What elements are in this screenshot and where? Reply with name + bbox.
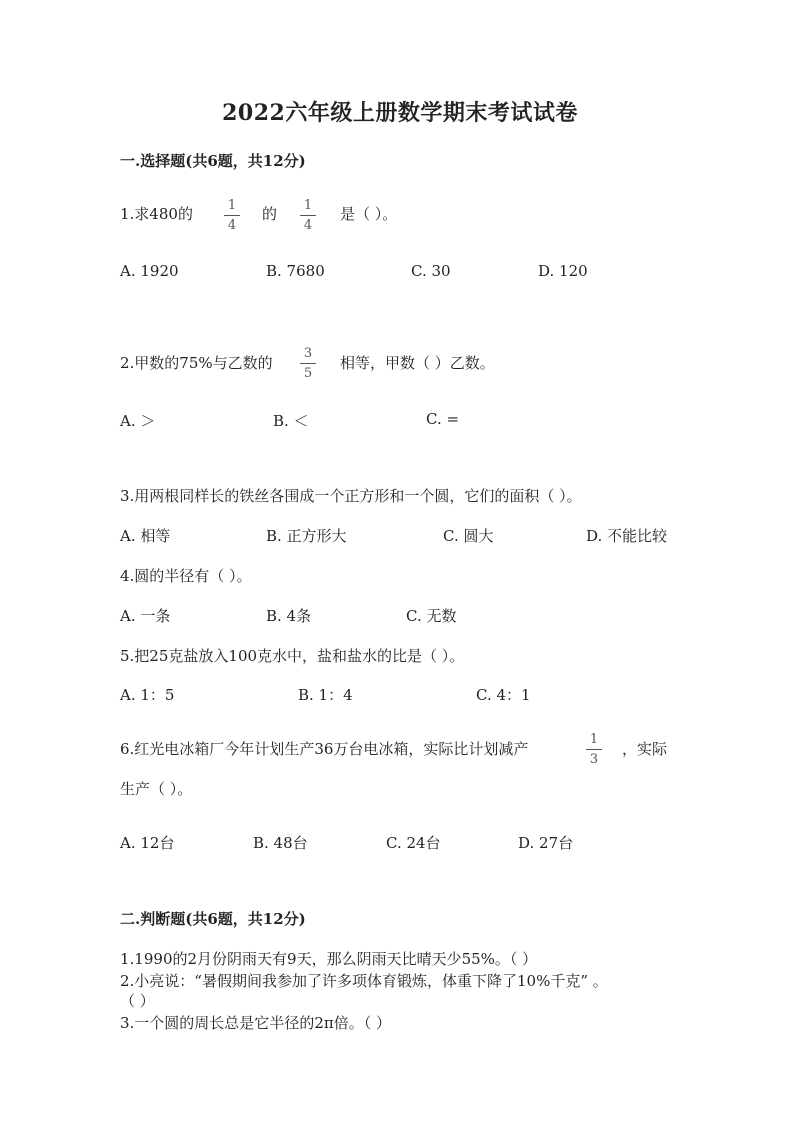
- option-d: D. 不能比较: [586, 527, 668, 545]
- fraction-bar: [300, 215, 316, 216]
- question-text-line2: 生产（ ）。: [120, 780, 193, 798]
- option-b: B. 1：4: [298, 686, 353, 704]
- question-text: 的: [262, 205, 278, 223]
- fraction-numerator: 1: [303, 198, 313, 213]
- option-c: C. 无数: [406, 607, 457, 625]
- judgment-item-1: 1.1990的2月份阴雨天有9天，那么阴雨天比晴天少55%。（ ）: [120, 950, 538, 968]
- fraction-denominator: 5: [303, 366, 313, 381]
- judgment-item-2: 2.小亮说：“暑假期间我参加了许多项体育锻炼，体重下降了10%千克” 。: [120, 972, 608, 990]
- question-text: 4.圆的半径有（ ）。: [120, 567, 252, 585]
- option-c: C. 30: [411, 262, 451, 280]
- section-heading-choice: 一.选择题(共6题，共12分): [120, 152, 306, 170]
- question-text: 2.甲数的75%与乙数的: [120, 354, 273, 372]
- option-c: C. 24台: [386, 834, 441, 852]
- question-text: ，实际: [622, 740, 668, 758]
- fraction: [300, 198, 316, 234]
- judgment-item-2-blank: （ ）: [120, 992, 155, 1010]
- page-title: 2022六年级上册数学期末考试试卷: [222, 100, 578, 126]
- option-c: C. 圆大: [443, 527, 494, 545]
- option-a: A. ＞: [120, 412, 156, 430]
- fraction-bar: [224, 215, 240, 216]
- fraction-denominator: 3: [589, 752, 599, 767]
- option-d: D. 27台: [518, 834, 574, 852]
- question-text: 是（ ）。: [340, 205, 398, 223]
- option-a: A. 1920: [120, 262, 179, 280]
- fraction: [224, 198, 240, 234]
- question-text: 3.用两根同样长的铁丝各围成一个正方形和一个圆，它们的面积（ ）。: [120, 487, 582, 505]
- fraction-denominator: 4: [303, 218, 313, 233]
- option-a: A. 1：5: [120, 686, 175, 704]
- option-b: B. 正方形大: [266, 527, 347, 545]
- fraction-bar: [300, 363, 316, 364]
- section-heading-judgment: 二.判断题(共6题，共12分): [120, 910, 306, 928]
- question-text: 6.红光电冰箱厂今年计划生产36万台电冰箱，实际比计划减产: [120, 740, 529, 758]
- option-c: C. =: [426, 410, 460, 428]
- fraction-numerator: 1: [589, 732, 599, 747]
- option-b: B. ＜: [273, 412, 309, 430]
- option-b: B. 48台: [253, 834, 308, 852]
- fraction: [586, 732, 602, 768]
- question-text: 相等，甲数（ ）乙数。: [340, 354, 495, 372]
- option-c: C. 4：1: [476, 686, 531, 704]
- question-text: 5.把25克盐放入100克水中，盐和盐水的比是（ ）。: [120, 647, 465, 665]
- option-a: A. 相等: [120, 527, 171, 545]
- fraction-numerator: 1: [227, 198, 237, 213]
- fraction-bar: [586, 749, 602, 750]
- fraction-denominator: 4: [227, 218, 237, 233]
- fraction: [300, 346, 316, 382]
- option-b: B. 7680: [266, 262, 325, 280]
- option-b: B. 4条: [266, 607, 312, 625]
- option-a: A. 12台: [120, 834, 175, 852]
- option-a: A. 一条: [120, 607, 171, 625]
- fraction-numerator: 3: [303, 346, 313, 361]
- option-d: D. 120: [538, 262, 588, 280]
- judgment-item-3: 3.一个圆的周长总是它半径的2π倍。（ ）: [120, 1014, 391, 1032]
- question-text: 1.求480的: [120, 205, 193, 223]
